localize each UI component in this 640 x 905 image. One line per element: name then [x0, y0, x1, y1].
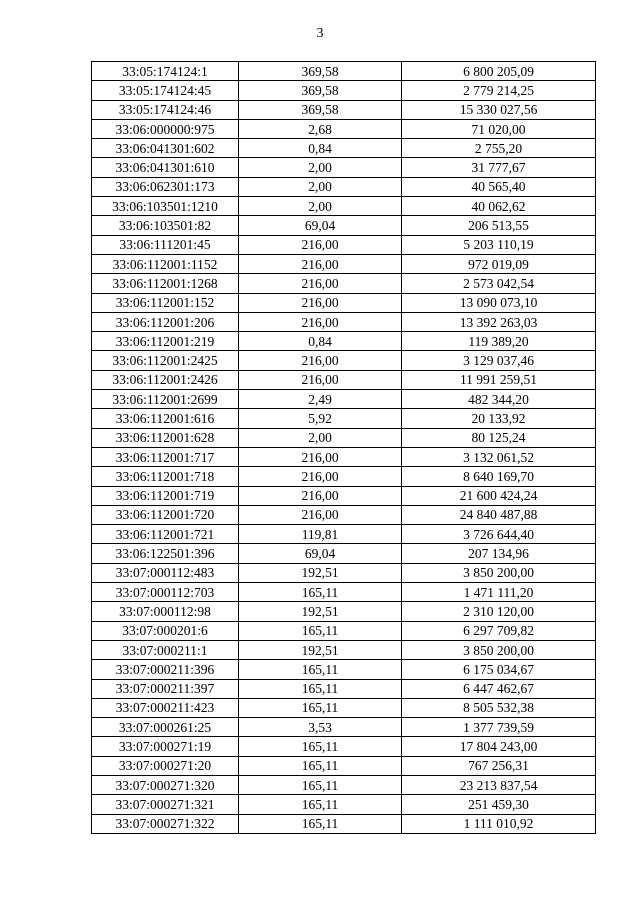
area-cell: 2,00 [239, 158, 402, 177]
area-cell: 69,04 [239, 216, 402, 235]
area-cell: 165,11 [239, 679, 402, 698]
cadastral-number-cell: 33:06:112001:718 [92, 467, 239, 486]
area-cell: 216,00 [239, 505, 402, 524]
table-row [92, 679, 596, 698]
cadastral-number-cell: 33:07:000112:483 [92, 563, 239, 582]
value-cell: 767 256,31 [402, 756, 596, 775]
value-cell: 251 459,30 [402, 795, 596, 814]
value-cell: 8 640 169,70 [402, 467, 596, 486]
area-cell: 2,00 [239, 428, 402, 447]
value-cell: 40 062,62 [402, 197, 596, 216]
table-row [92, 293, 596, 312]
value-cell: 119 389,20 [402, 332, 596, 351]
value-cell: 972 019,09 [402, 254, 596, 273]
table-row [92, 583, 596, 602]
value-cell: 2 779 214,25 [402, 81, 596, 100]
value-cell: 2 755,20 [402, 139, 596, 158]
cadastral-number-cell: 33:07:000211:1 [92, 640, 239, 659]
table-row [92, 447, 596, 466]
table-row [92, 177, 596, 196]
cadastral-number-cell: 33:06:103501:82 [92, 216, 239, 235]
value-cell: 5 203 110,19 [402, 235, 596, 254]
area-cell: 216,00 [239, 447, 402, 466]
cadastral-number-cell: 33:06:062301:173 [92, 177, 239, 196]
cadastral-number-cell: 33:06:112001:2426 [92, 370, 239, 389]
value-cell: 1 471 111,20 [402, 583, 596, 602]
value-cell: 3 726 644,40 [402, 525, 596, 544]
value-cell: 2 310 120,00 [402, 602, 596, 621]
cadastral-number-cell: 33:07:000271:19 [92, 737, 239, 756]
value-cell: 71 020,00 [402, 119, 596, 138]
value-cell: 2 573 042,54 [402, 274, 596, 293]
cadastral-number-cell: 33:06:000000:975 [92, 119, 239, 138]
value-cell: 1 111 010,92 [402, 814, 596, 833]
area-cell: 165,11 [239, 775, 402, 794]
table-row [92, 486, 596, 505]
table-row [92, 351, 596, 370]
value-cell: 24 840 487,88 [402, 505, 596, 524]
value-cell: 1 377 739,59 [402, 718, 596, 737]
value-cell: 80 125,24 [402, 428, 596, 447]
cadastral-number-cell: 33:06:112001:1268 [92, 274, 239, 293]
cadastral-number-cell: 33:07:000271:20 [92, 756, 239, 775]
table-row [92, 428, 596, 447]
cadastral-number-cell: 33:06:112001:1152 [92, 254, 239, 273]
value-cell: 13 392 263,03 [402, 312, 596, 331]
value-cell: 20 133,92 [402, 409, 596, 428]
value-cell: 23 213 837,54 [402, 775, 596, 794]
value-cell: 3 132 061,52 [402, 447, 596, 466]
value-cell: 3 850 200,00 [402, 563, 596, 582]
table-row [92, 621, 596, 640]
value-cell: 17 804 243,00 [402, 737, 596, 756]
cadastral-number-cell: 33:07:000271:321 [92, 795, 239, 814]
cadastral-number-cell: 33:06:112001:2425 [92, 351, 239, 370]
area-cell: 192,51 [239, 640, 402, 659]
value-cell: 3 129 037,46 [402, 351, 596, 370]
table-row [92, 139, 596, 158]
value-cell: 207 134,96 [402, 544, 596, 563]
cadastral-number-cell: 33:06:112001:628 [92, 428, 239, 447]
cadastral-number-cell: 33:06:112001:206 [92, 312, 239, 331]
table-row [92, 505, 596, 524]
table-row [92, 197, 596, 216]
table-row [92, 62, 596, 81]
area-cell: 165,11 [239, 621, 402, 640]
table-row [92, 698, 596, 717]
table-row [92, 100, 596, 119]
cadastral-number-cell: 33:06:041301:610 [92, 158, 239, 177]
table-row [92, 274, 596, 293]
area-cell: 165,11 [239, 698, 402, 717]
cadastral-number-cell: 33:06:112001:721 [92, 525, 239, 544]
cadastral-number-cell: 33:06:112001:717 [92, 447, 239, 466]
cadastral-number-cell: 33:07:000211:397 [92, 679, 239, 698]
area-cell: 165,11 [239, 795, 402, 814]
value-cell: 8 505 532,38 [402, 698, 596, 717]
area-cell: 165,11 [239, 660, 402, 679]
area-cell: 216,00 [239, 312, 402, 331]
area-cell: 369,58 [239, 81, 402, 100]
table-row [92, 795, 596, 814]
area-cell: 192,51 [239, 563, 402, 582]
table-row [92, 312, 596, 331]
area-cell: 165,11 [239, 814, 402, 833]
cadastral-number-cell: 33:06:112001:719 [92, 486, 239, 505]
cadastral-number-cell: 33:05:174124:1 [92, 62, 239, 81]
area-cell: 216,00 [239, 467, 402, 486]
cadastral-number-cell: 33:05:174124:46 [92, 100, 239, 119]
value-cell: 15 330 027,56 [402, 100, 596, 119]
area-cell: 216,00 [239, 351, 402, 370]
area-cell: 165,11 [239, 737, 402, 756]
cadastral-number-cell: 33:07:000112:98 [92, 602, 239, 621]
table-row [92, 525, 596, 544]
table-row [92, 158, 596, 177]
area-cell: 216,00 [239, 486, 402, 505]
area-cell: 5,92 [239, 409, 402, 428]
area-cell: 216,00 [239, 254, 402, 273]
cadastral-number-cell: 33:07:000211:423 [92, 698, 239, 717]
cadastral-number-cell: 33:07:000112:703 [92, 583, 239, 602]
table-row [92, 332, 596, 351]
cadastral-number-cell: 33:07:000211:396 [92, 660, 239, 679]
table-row [92, 660, 596, 679]
area-cell: 3,53 [239, 718, 402, 737]
table-row [92, 718, 596, 737]
table-row [92, 254, 596, 273]
area-cell: 2,68 [239, 119, 402, 138]
area-cell: 0,84 [239, 332, 402, 351]
cadastral-number-cell: 33:07:000261:25 [92, 718, 239, 737]
area-cell: 369,58 [239, 100, 402, 119]
cadastral-number-cell: 33:06:122501:396 [92, 544, 239, 563]
cadastral-number-cell: 33:07:000201:6 [92, 621, 239, 640]
value-cell: 482 344,20 [402, 390, 596, 409]
value-cell: 31 777,67 [402, 158, 596, 177]
area-cell: 2,00 [239, 197, 402, 216]
area-cell: 216,00 [239, 293, 402, 312]
value-cell: 206 513,55 [402, 216, 596, 235]
cadastral-number-cell: 33:06:111201:45 [92, 235, 239, 254]
cadastral-number-cell: 33:06:112001:152 [92, 293, 239, 312]
cadastral-number-cell: 33:05:174124:45 [92, 81, 239, 100]
table-row [92, 814, 596, 833]
value-cell: 11 991 259,51 [402, 370, 596, 389]
table-row [92, 602, 596, 621]
area-cell: 369,58 [239, 62, 402, 81]
area-cell: 165,11 [239, 756, 402, 775]
value-cell: 3 850 200,00 [402, 640, 596, 659]
cadastral-number-cell: 33:06:103501:1210 [92, 197, 239, 216]
value-cell: 40 565,40 [402, 177, 596, 196]
table-row [92, 370, 596, 389]
value-cell: 6 447 462,67 [402, 679, 596, 698]
value-cell: 6 175 034,67 [402, 660, 596, 679]
table-row [92, 467, 596, 486]
cadastral-number-cell: 33:06:041301:602 [92, 139, 239, 158]
area-cell: 216,00 [239, 235, 402, 254]
cadastral-number-cell: 33:07:000271:320 [92, 775, 239, 794]
area-cell: 192,51 [239, 602, 402, 621]
area-cell: 2,00 [239, 177, 402, 196]
table-row [92, 81, 596, 100]
value-cell: 6 800 205,09 [402, 62, 596, 81]
cadastral-number-cell: 33:06:112001:219 [92, 332, 239, 351]
table-row [92, 756, 596, 775]
table-row [92, 563, 596, 582]
area-cell: 165,11 [239, 583, 402, 602]
table-row [92, 390, 596, 409]
page-number: 3 [316, 26, 324, 41]
table-row [92, 640, 596, 659]
table-row [92, 216, 596, 235]
area-cell: 2,49 [239, 390, 402, 409]
table-body [92, 62, 596, 834]
value-cell: 13 090 073,10 [402, 293, 596, 312]
table-row [92, 235, 596, 254]
table-row [92, 775, 596, 794]
area-cell: 216,00 [239, 370, 402, 389]
table-row [92, 737, 596, 756]
table-row [92, 409, 596, 428]
area-cell: 216,00 [239, 274, 402, 293]
value-cell: 6 297 709,82 [402, 621, 596, 640]
value-cell: 21 600 424,24 [402, 486, 596, 505]
area-cell: 0,84 [239, 139, 402, 158]
cadastral-number-cell: 33:06:112001:720 [92, 505, 239, 524]
cadastral-number-cell: 33:07:000271:322 [92, 814, 239, 833]
cadastral-number-cell: 33:06:112001:616 [92, 409, 239, 428]
table-row [92, 544, 596, 563]
area-cell: 69,04 [239, 544, 402, 563]
cadastral-number-cell: 33:06:112001:2699 [92, 390, 239, 409]
data-table [91, 61, 596, 834]
area-cell: 119,81 [239, 525, 402, 544]
table-row [92, 119, 596, 138]
